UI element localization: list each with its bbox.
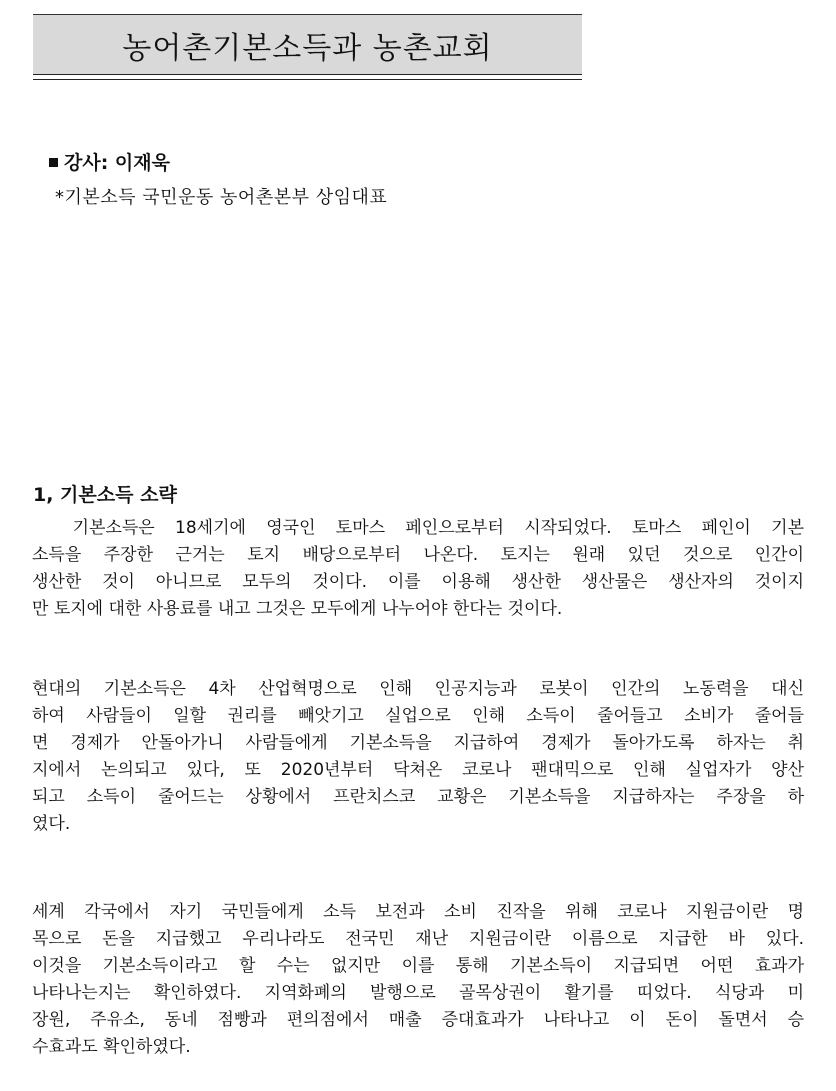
title-box	[33, 14, 582, 74]
paragraph-line: 기본소득은 18세기에 영국인 토마스 페인으로부터 시작되었다. 토마스 페인이 기본	[32, 518, 804, 538]
paragraph-1	[32, 515, 804, 623]
paragraph-line: 면 경제가 안돌아가니 사람들에게 기본소득을 지급하여 경제가 돌아가도록 하자는 취	[32, 733, 804, 753]
paragraph-line: 나타나는지는 확인하였다. 지역화폐의 발행으로 골목상권이 활기를 띠었다. 식당과 미	[32, 983, 804, 1003]
paragraph-line: 였다.	[32, 814, 71, 834]
paragraph-2	[32, 676, 804, 838]
paragraph-line: 되고 소득이 줄어드는 상황에서 프란치스코 교황은 기본소득을 지급하자는 주장을 하	[32, 787, 804, 807]
paragraph-line: 이것을 기본소득이라고 할 수는 없지만 이를 통해 기본소득이 지급되면 어떤 효과가	[32, 956, 804, 976]
paragraph-line: 지에서 논의되고 있다, 또 2020년부터 닥쳐온 코로나 팬대믹으로 인해 실업자가 양산	[32, 760, 804, 780]
speaker-label: 강사: 이재욱	[64, 152, 170, 174]
section-heading: 1, 기본소득 소략	[33, 484, 177, 506]
paragraph-line: 현대의 기본소득은 4차 산업혁명으로 인해 인공지능과 로봇이 인간의 노동력을 대신	[32, 679, 804, 699]
paragraph-3	[32, 899, 804, 1061]
paragraph-line: 세계 각국에서 자기 국민들에게 소득 보전과 소비 진작을 위해 코로나 지원금이란 명	[32, 902, 804, 922]
paragraph-line: 수효과도 확인하였다.	[32, 1037, 191, 1057]
title-double-rule	[33, 74, 582, 80]
speaker-affiliation: *기본소득 국민운동 농어촌본부 상임대표	[55, 187, 388, 208]
paragraph-line: 하여 사람들이 일할 권리를 빼앗기고 실업으로 인해 소득이 줄어들고 소비가 줄어들	[32, 706, 804, 726]
paragraph-line: 만 토지에 대한 사용료를 내고 그것은 모두에게 나누어야 한다는 것이다.	[32, 599, 563, 619]
square-bullet-icon	[49, 158, 58, 167]
speaker-line	[49, 148, 170, 175]
page-title: 농어촌기본소득과 농촌교회	[122, 30, 493, 66]
paragraph-line: 생산한 것이 아니므로 모두의 것이다. 이를 이용해 생산한 생산물은 생산자의 것이지	[32, 572, 804, 592]
paragraph-line: 소득을 주장한 근거는 토지 배당으로부터 나온다. 토지는 원래 있던 것으로 인간이	[32, 545, 804, 565]
paragraph-line: 목으로 돈을 지급했고 우리나라도 전국민 재난 지원금이란 이름으로 지급한 바 있다.	[32, 929, 804, 949]
paragraph-line: 장원, 주유소, 동네 점빵과 편의점에서 매출 증대효과가 나타나고 이 돈이 돌면서 승	[32, 1010, 804, 1030]
